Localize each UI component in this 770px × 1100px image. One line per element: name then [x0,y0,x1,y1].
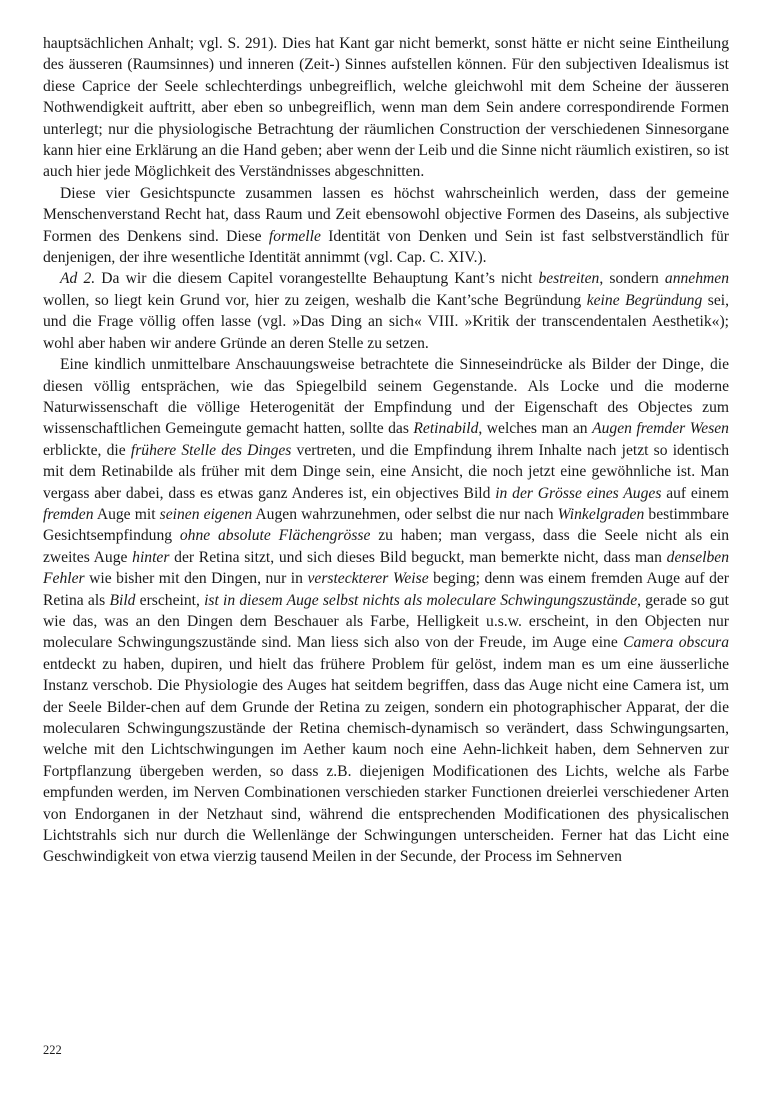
italic-text: frühere Stelle des Dinges [130,441,292,459]
text-run: sei, und die Frage völlig offen lasse (vgl. »Das Ding an sich« VIII. »Kritik der transcendentalen Aesthetik«); wohl aber haben wir andere Gründe an deren Stelle zu setzen. [43,291,730,352]
italic-text: Camera obscura [623,634,729,652]
italic-text: seinen eigenen [159,505,253,523]
page-body [43,33,729,868]
text-run: Da wir die diesem Capitel vorangestellte Behauptung Kant’s nicht [95,270,539,288]
italic-text: ohne absolute Flächengrösse [179,527,371,545]
italic-text: hinter [132,548,170,566]
italic-text: keine Begründung [586,291,703,309]
text-run: Eine kindlich unmittelbare Anschauungsweise betrachtete die Sinneseindrücke als Bilder der Dinge, die diesen völlig entsprächen, wie das Spiegelbild seinem Gegenstande. Als Locke und die moderne Naturwissenschaft die völlige Heterogenität der Empfindung und der Eigenschaft des Objectes zum wissenschaftlichen Gemeingute gemacht hatten, sollte das [43,356,729,438]
text-run: Auge mit [93,505,160,523]
text-run: erscheint, [135,591,205,609]
italic-text: Ad 2. [60,270,96,288]
text-run: , gerade so gut wie das, was an den Dingen dem Beschauer als Farbe, Helligkeit u.s.w. erscheint, in den Objecten nur moleculare Schwingungszustände sind. Man liess sich also von der Freude, im Auge eine [43,591,730,652]
italic-text: ist in diesem Auge selbst nichts als moleculare Schwingungszustände [204,591,638,609]
text-run: , welches man an [478,420,593,438]
text-run: beging; denn was einem fremden Auge auf der Retina als [43,570,729,609]
text-run: erblickte, die [43,441,131,459]
italic-text: bestreiten [538,270,600,288]
italic-text: versteckterer Weise [307,570,429,588]
text-run: entdeckt zu haben, dupiren, und hielt das frühere Problem für gelöst, indem man es um eine äusserliche Instanz verschob. Die Physiologie des Auges hat seitdem begriffen, dass das Auge nicht eine Camera ist, um der Seele Bilder-chen auf dem Grunde der Retina zu zeigen, sondern ein photographischer Apparat, der die molecularen Schwingungszustände der Retina chemisch-dynamisch so verändert, dass Schwingungsarten, welche mit den Lichtschwingungen im Aether kaum noch eine Aehn-lichkeit haben, dem Sehnerven zur Fortpflanzung übergeben werden, so dass z.B. diejenigen Modificationen des Lichts, welche als Farbe empfunden werden, im Nerven Combinationen verschieden starker Functionen dreierlei verschiedener Arten von Endorganen in der Netzhaut sind, während die entsprechenden Modificationen des physicalischen Lichtstrahls sich nur durch die Wellenlänge der Schwingungen unterscheiden. Ferner hat das Licht eine Geschwindigkeit von etwa vierzig tausend Meilen in der Secunde, der Process im Sehnerven [43,655,729,866]
paragraph-4 [43,354,729,868]
text-run: auf einem [661,484,730,502]
paragraph-3 [43,268,729,354]
text-run: Augen wahrzunehmen, oder selbst die nur nach [252,505,558,523]
italic-text: Retinabild [413,420,479,438]
text-run: Identität von Denken und Sein ist fast selbstverständlich für denjenigen, der ihre wesentliche Identität annimmt (vgl. Cap. C. XIV.). [43,227,729,267]
text-run: zu haben; man vergass, dass die Seele nicht als ein zweites Auge [43,527,730,566]
italic-text: formelle [268,227,321,245]
text-run: vertreten, und die Empfindung ihrem Inhalte nach jetzt so identisch mit dem Retinabilde als früher mit dem Dinge sein, eine Ansicht, die noch jetzt eine gewöhnliche ist. Man vergass aber dabei, dass es etwas ganz Anderes ist, ein objectives Bild [43,441,730,502]
paragraph-1 [43,33,729,183]
text-run: bestimmbare Gesichtsempfindung [43,505,729,545]
italic-text: Bild [109,591,136,609]
italic-text: annehmen [664,270,729,288]
text-run: wie bisher mit den Dingen, nur in [84,570,308,588]
text-run: , sondern [599,270,665,288]
italic-text: Augen fremder Wesen [592,420,729,438]
text-run: hauptsächlichen Anhalt; vgl. S. 291). Dies hat Kant gar nicht bemerkt, sonst hätte er nicht seine Eintheilung des äusseren (Raumsinnes) und inneren (Zeit-) Sinnes aufstellen können. Für den subjectiven Idealismus ist diese Caprice der Seele schlechterdings unbegreiflich, welche gleichwohl mit dem Scheine der äusseren Nothwendigkeit auftritt, aber eben so unbegreiflich, wenn man dem Sein andere correspondirende Formen unterlegt; nur die physiologische Betrachtung der räumlichen Construction der verschiedenen Sinnesorgane kann hier eine Erklärung an die Hand geben; aber wenn der Leib und die Sinne nicht räumlich existiren, so ist auch hier jede Möglichkeit des Verständnisses abgeschnitten. [43,35,729,181]
text-run: wollen, so liegt kein Grund vor, hier zu zeigen, weshalb die Kant’sche Begründung [43,291,587,309]
paragraph-2 [43,183,729,269]
page-number: 222 [43,1043,62,1057]
italic-text: fremden [43,505,94,523]
text-run: Diese vier Gesichtspuncte zusammen lassen es höchst wahrscheinlich werden, dass der gemeine Menschenverstand Recht hat, dass Raum und Zeit ebensowohl objective Formen des Daseins, als subjective Formen des Denkens sind. Diese [43,184,729,245]
italic-text: in der Grösse eines Auges [495,484,662,502]
italic-text: Winkelgraden [557,505,645,523]
text-run: der Retina sitzt, und sich dieses Bild beguckt, man bemerkte nicht, dass man [169,548,667,566]
italic-text: denselben Fehler [43,548,729,588]
